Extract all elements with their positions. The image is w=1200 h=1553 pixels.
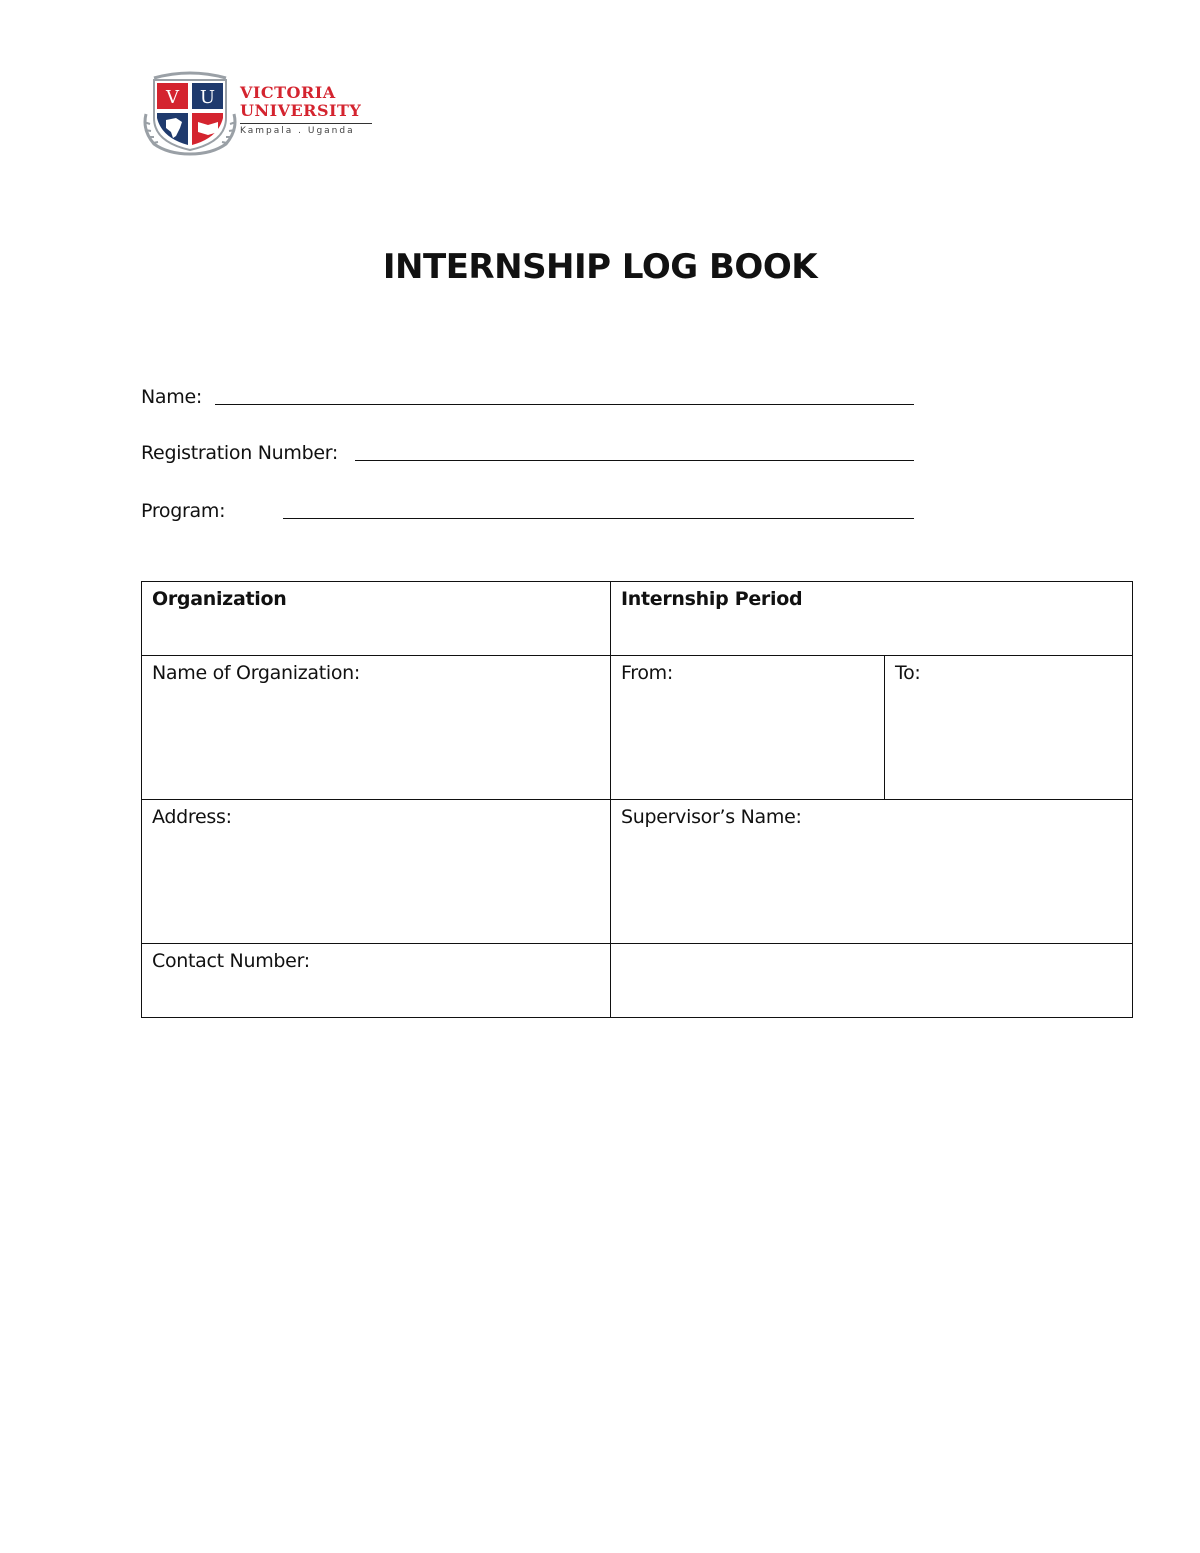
- crest-letter-v: V: [166, 87, 179, 108]
- program-field[interactable]: [141, 498, 916, 524]
- registration-number-field[interactable]: [141, 440, 916, 466]
- contact-number-cell[interactable]: [142, 944, 611, 1018]
- supervisor-name-label: Supervisor’s Name:: [621, 806, 802, 828]
- university-crest-icon: [140, 70, 240, 158]
- from-date-cell[interactable]: [611, 656, 885, 800]
- university-name-line1: VICTORIA: [240, 83, 336, 102]
- organization-name-label: Name of Organization:: [152, 662, 361, 684]
- from-label: From:: [621, 662, 673, 684]
- university-name-line2: UNIVERSITY: [240, 101, 362, 120]
- program-blank-line[interactable]: [283, 518, 914, 520]
- university-logo: [140, 70, 380, 158]
- page-title: INTERNSHIP LOG BOOK: [382, 247, 818, 287]
- registration-number-blank-line[interactable]: [355, 460, 914, 462]
- organization-header-cell: [142, 582, 611, 656]
- table-row: [142, 582, 1133, 656]
- logo-divider: [240, 123, 372, 124]
- name-blank-line[interactable]: [215, 404, 914, 406]
- registration-number-label: Registration Number:: [141, 442, 339, 464]
- university-location: Kampala . Uganda: [240, 126, 355, 136]
- table-row: [142, 656, 1133, 800]
- crest-letter-u: U: [199, 87, 216, 108]
- table-row: [142, 944, 1133, 1018]
- program-label: Program:: [141, 500, 226, 522]
- name-field[interactable]: [141, 384, 916, 410]
- address-cell[interactable]: [142, 800, 611, 944]
- organization-name-cell[interactable]: [142, 656, 611, 800]
- name-label: Name:: [141, 386, 202, 408]
- organization-header: Organization: [152, 588, 287, 610]
- contact-number-label: Contact Number:: [152, 950, 310, 972]
- to-label: To:: [895, 662, 921, 684]
- address-label: Address:: [152, 806, 232, 828]
- internship-period-header: Internship Period: [621, 588, 803, 610]
- organization-info-table: [141, 581, 1133, 1018]
- table-row: [142, 800, 1133, 944]
- internship-period-header-cell: [611, 582, 1133, 656]
- to-date-cell[interactable]: [885, 656, 1133, 800]
- empty-cell[interactable]: [611, 944, 1133, 1018]
- supervisor-name-cell[interactable]: [611, 800, 1133, 944]
